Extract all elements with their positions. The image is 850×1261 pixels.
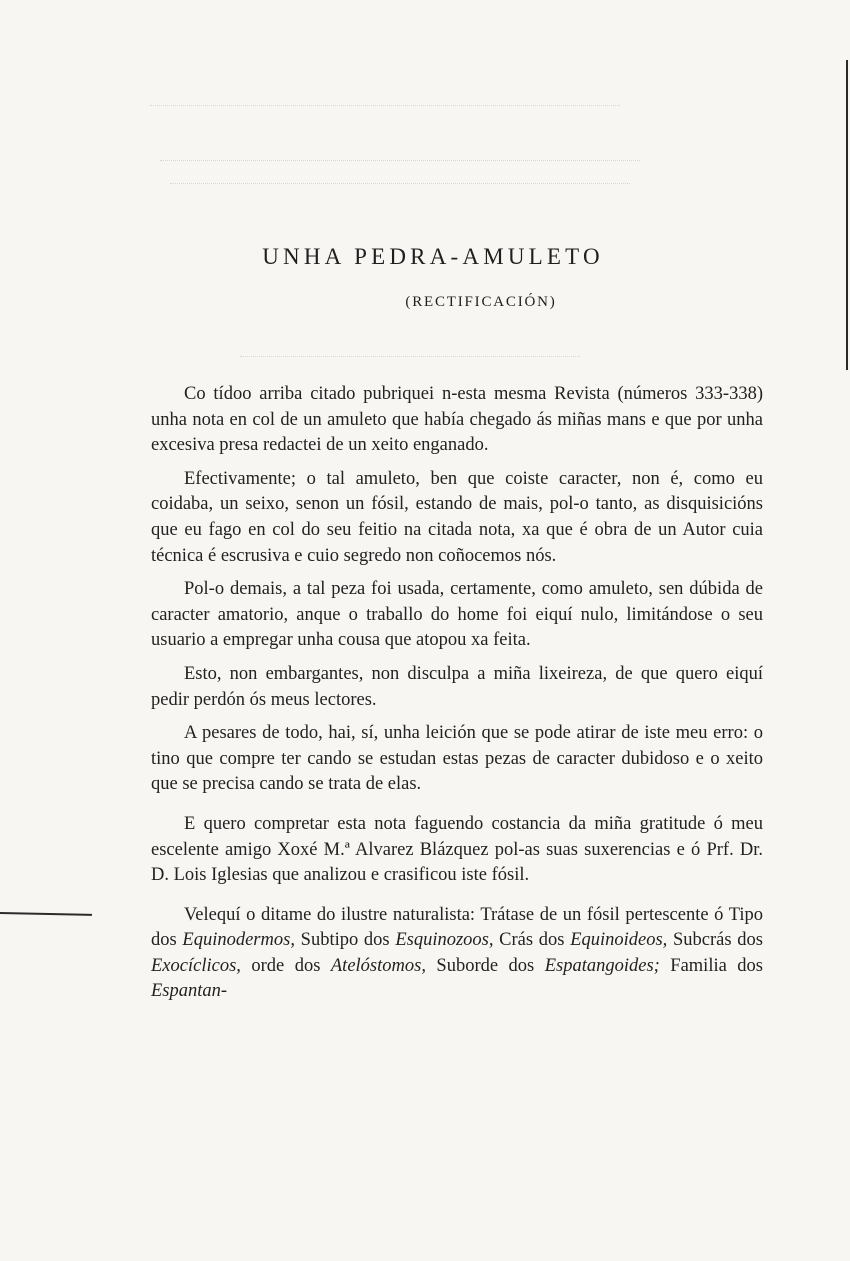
paragraph-7-italic: Equinoideos, [570,930,668,951]
paragraph-4: Esto, non embargantes, non disculpa a miña lixeireza, de que quero eiquí pedir perdón ós meus lectores. [151,663,763,710]
paragraph-5: A pesares de todo, hai, sí, unha leición que se pode atirar de iste meu erro: o tino que compre ter cando se estudan estas pezas de caracter dubidoso e o xeito que se precisa cando se trata de elas. [151,723,763,795]
paragraph-7-italic: Equinodermos, [182,930,295,951]
paragraph-7-italic: Espatangoides; [544,955,660,976]
show-through-line [150,105,620,106]
paragraph-7-text: Suborde dos [425,955,545,976]
paragraph-6: E quero compretar esta nota faguendo costancia da miña gratitude ó meu escelente amigo Xoxé M.ª Alvarez Blázquez pol-as suas suxerencias e ó Prf. Dr. D. Lois Iglesias que analizou e crasificou iste fósil. [151,813,763,886]
show-through-line [170,183,630,184]
paragraph-7-italic: Espantan- [151,981,228,1002]
article-body [151,382,763,1013]
paragraph-7-italic: Exocíclicos, [151,955,241,976]
paragraph-3: Pol-o demais, a tal peza foi usada, certamente, como amuleto, sen dúbida de caracter amatorio, anque o traballo do home foi eiquí nulo, limitándose o seu usuario a empregar unha cousa que atopou xa feita. [151,579,763,651]
article-subtitle: (RECTIFICACIÓN) [405,294,557,310]
scan-margin-mark [0,912,92,916]
paragraph-7-italic: Atelóstomos, [330,955,426,976]
article-title: UNHA PEDRA-AMULETO [262,244,604,269]
paragraph-2: Efectivamente; o tal amuleto, ben que coiste caracter, non é, como eu coidaba, un seixo, senon un fósil, estando de mais, pol-o tanto, as disquisicións que eu fago en col do seu feitio na citada nota, xa que é obra de un Autor cuia técnica é escrusiva e cuio segredo non coñocemos nós. [151,468,763,566]
paragraph-7-text: orde dos [240,955,331,976]
paragraph-7 [151,903,763,1005]
paragraph-1: Co tídoo arriba citado pubriquei n-esta mesma Revista (números 333-338) unha nota en col de un amuleto que había chegado ás miñas mans e que por unha excesiva presa redactei de un xeito enganado. [151,384,763,456]
paragraph-7-text: Familia dos [659,955,763,976]
scan-edge-mark [846,60,848,370]
paragraph-7-text: Subtipo dos [294,930,396,951]
paragraph-7-text: Velequí o ditame do ilustre naturalista: Trátase de un fósil pertescente ó Tipo dos [151,904,763,951]
paragraph-7-text: Crás dos [493,930,571,951]
show-through-line [160,160,640,161]
show-through-line [240,356,580,357]
paragraph-7-italic: Esquinozoos, [395,930,494,951]
paragraph-7-text: Subcrás dos [667,930,763,951]
